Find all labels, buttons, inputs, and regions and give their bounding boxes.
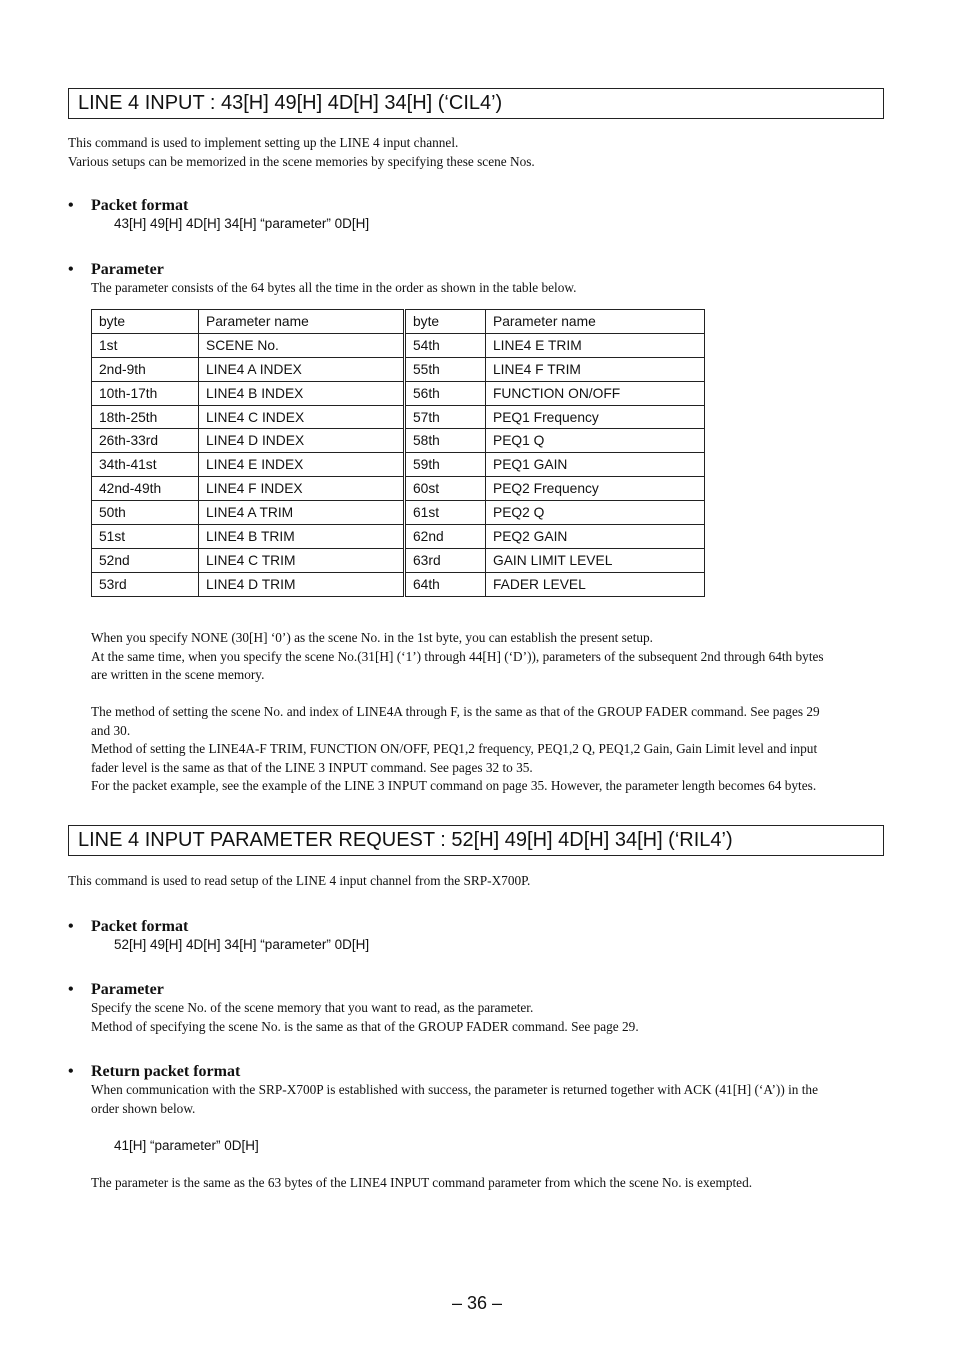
table-cell: LINE4 A TRIM: [199, 501, 405, 525]
table-row: [92, 548, 705, 572]
table-row: [92, 477, 705, 501]
section1-notes1: [91, 629, 824, 685]
return-line: order shown below.: [91, 1100, 196, 1116]
table-row: [92, 405, 705, 429]
note-line: fader level is the same as that of the LINE 3 INPUT command. See pages 32 to 35.: [91, 759, 533, 775]
table-cell: FADER LEVEL: [486, 572, 705, 596]
table-cell: PEQ2 GAIN: [486, 525, 705, 549]
table-cell: 51st: [92, 525, 199, 549]
table-cell: PEQ1 Q: [486, 429, 705, 453]
page-number: – 36 –: [451, 1293, 503, 1313]
packet-format-heading: Packet format: [91, 197, 189, 214]
table-cell: 50th: [92, 501, 199, 525]
table-cell: 59th: [405, 453, 486, 477]
table-cell: LINE4 B TRIM: [199, 525, 405, 549]
packet-format-heading: Packet format: [91, 918, 189, 935]
table-row: [92, 333, 705, 357]
header-cell: byte: [405, 310, 486, 334]
table-row: [92, 572, 705, 596]
intro-line: This command is used to implement setting up the LINE 4 input channel.: [68, 135, 459, 150]
note-line: When you specify NONE (30[H] ‘0’) as the scene No. in the 1st byte, you can establish the present setup.: [91, 630, 654, 645]
table-cell: 56th: [405, 381, 486, 405]
return-packet-description: [91, 1081, 818, 1118]
parameter-heading: Parameter: [91, 981, 164, 998]
table-row: [92, 501, 705, 525]
return-packet-heading: Return packet format: [91, 1063, 241, 1080]
table-cell: 52nd: [92, 548, 199, 572]
parameter-heading: Parameter: [91, 261, 164, 278]
parameter-table: [91, 309, 705, 597]
parameter-description: The parameter consists of the 64 bytes all the time in the order as shown in the table below.: [91, 280, 577, 295]
table-cell: PEQ1 GAIN: [486, 453, 705, 477]
parameter-line: Specify the scene No. of the scene memory that you want to read, as the parameter.: [91, 1000, 534, 1015]
table-cell: 64th: [405, 572, 486, 596]
table-row: [92, 357, 705, 381]
table-cell: 60st: [405, 477, 486, 501]
note-line: and 30.: [91, 722, 131, 738]
bullet-marker: •: [68, 918, 74, 935]
table-cell: 53rd: [92, 572, 199, 596]
table-cell: 26th-33rd: [92, 429, 199, 453]
bullet-marker: •: [68, 261, 74, 278]
table-cell: LINE4 D INDEX: [199, 429, 405, 453]
table-cell: LINE4 F INDEX: [199, 477, 405, 501]
table-cell: LINE4 C INDEX: [199, 405, 405, 429]
table-cell: 18th-25th: [92, 405, 199, 429]
table-cell: 1st: [92, 333, 199, 357]
table-row: [92, 429, 705, 453]
parameter-line: Method of specifying the scene No. is the same as that of the GROUP FADER command. See page 29.: [91, 1018, 639, 1034]
packet-format-value: 43[H] 49[H] 4D[H] 34[H] “parameter” 0D[H]: [114, 216, 370, 231]
parameter-description: [91, 999, 639, 1036]
table-cell: PEQ2 Q: [486, 501, 705, 525]
table-cell: PEQ2 Frequency: [486, 477, 705, 501]
table-row: [92, 381, 705, 405]
table-cell: 54th: [405, 333, 486, 357]
table-cell: 10th-17th: [92, 381, 199, 405]
table-cell: 55th: [405, 357, 486, 381]
return-line: When communication with the SRP-X700P is established with success, the parameter is returned together with ACK (41[H] (‘A’)) in the: [91, 1082, 818, 1097]
table-cell: LINE4 E TRIM: [486, 333, 705, 357]
section-title-line4-parameter-request: LINE 4 INPUT PARAMETER REQUEST : 52[H] 49[H] 4D[H] 34[H] (‘RIL4’): [68, 825, 884, 856]
table-cell: 62nd: [405, 525, 486, 549]
table-cell: SCENE No.: [199, 333, 405, 357]
note-line: The method of setting the scene No. and index of LINE4A through F, is the same as that of the GROUP FADER command. See pages 29: [91, 704, 820, 719]
table-cell: 42nd-49th: [92, 477, 199, 501]
header-cell: Parameter name: [486, 310, 705, 334]
closing-note: The parameter is the same as the 63 bytes of the LINE4 INPUT command parameter from which the scene No. is exempted.: [91, 1175, 753, 1190]
table-cell: 34th-41st: [92, 453, 199, 477]
bullet-marker: •: [68, 197, 74, 214]
bullet-marker: •: [68, 1063, 74, 1080]
note-line: Method of setting the LINE4A-F TRIM, FUNCTION ON/OFF, PEQ1,2 frequency, PEQ1,2 Q, PEQ1,2 Gain, Gain Limit level and input: [91, 741, 818, 756]
section-title-line4-input: LINE 4 INPUT : 43[H] 49[H] 4D[H] 34[H] (‘CIL4’): [68, 88, 884, 119]
header-cell: byte: [92, 310, 199, 334]
section2-intro: This command is used to read setup of the LINE 4 input channel from the SRP-X700P.: [68, 873, 531, 888]
table-cell: LINE4 A INDEX: [199, 357, 405, 381]
table-cell: LINE4 D TRIM: [199, 572, 405, 596]
return-packet-value: 41[H] “parameter” 0D[H]: [114, 1138, 259, 1153]
note-line: For the packet example, see the example of the LINE 3 INPUT command on page 35. However, the parameter length becomes 64 bytes.: [91, 778, 817, 793]
table-cell: LINE4 F TRIM: [486, 357, 705, 381]
table-cell: LINE4 B INDEX: [199, 381, 405, 405]
table-cell: FUNCTION ON/OFF: [486, 381, 705, 405]
table-header-row: [92, 310, 705, 334]
table-cell: PEQ1 Frequency: [486, 405, 705, 429]
table-cell: 58th: [405, 429, 486, 453]
table-cell: LINE4 C TRIM: [199, 548, 405, 572]
bullet-marker: •: [68, 981, 74, 998]
table-cell: LINE4 E INDEX: [199, 453, 405, 477]
table-row: [92, 525, 705, 549]
table-cell: 57th: [405, 405, 486, 429]
note-line: At the same time, when you specify the scene No.(31[H] (‘1’) through 44[H] (‘D’)), parameters of the subsequent 2nd through 64th bytes: [91, 648, 824, 664]
table-cell: 63rd: [405, 548, 486, 572]
table-cell: 2nd-9th: [92, 357, 199, 381]
header-cell: Parameter name: [199, 310, 405, 334]
packet-format-value: 52[H] 49[H] 4D[H] 34[H] “parameter” 0D[H]: [114, 937, 370, 952]
section1-intro: [68, 134, 535, 171]
intro-line: Various setups can be memorized in the scene memories by specifying these scene Nos.: [68, 153, 535, 169]
section1-notes2: [91, 703, 820, 796]
note-line: are written in the scene memory.: [91, 667, 265, 682]
table-cell: 61st: [405, 501, 486, 525]
table-row: [92, 453, 705, 477]
table-cell: GAIN LIMIT LEVEL: [486, 548, 705, 572]
